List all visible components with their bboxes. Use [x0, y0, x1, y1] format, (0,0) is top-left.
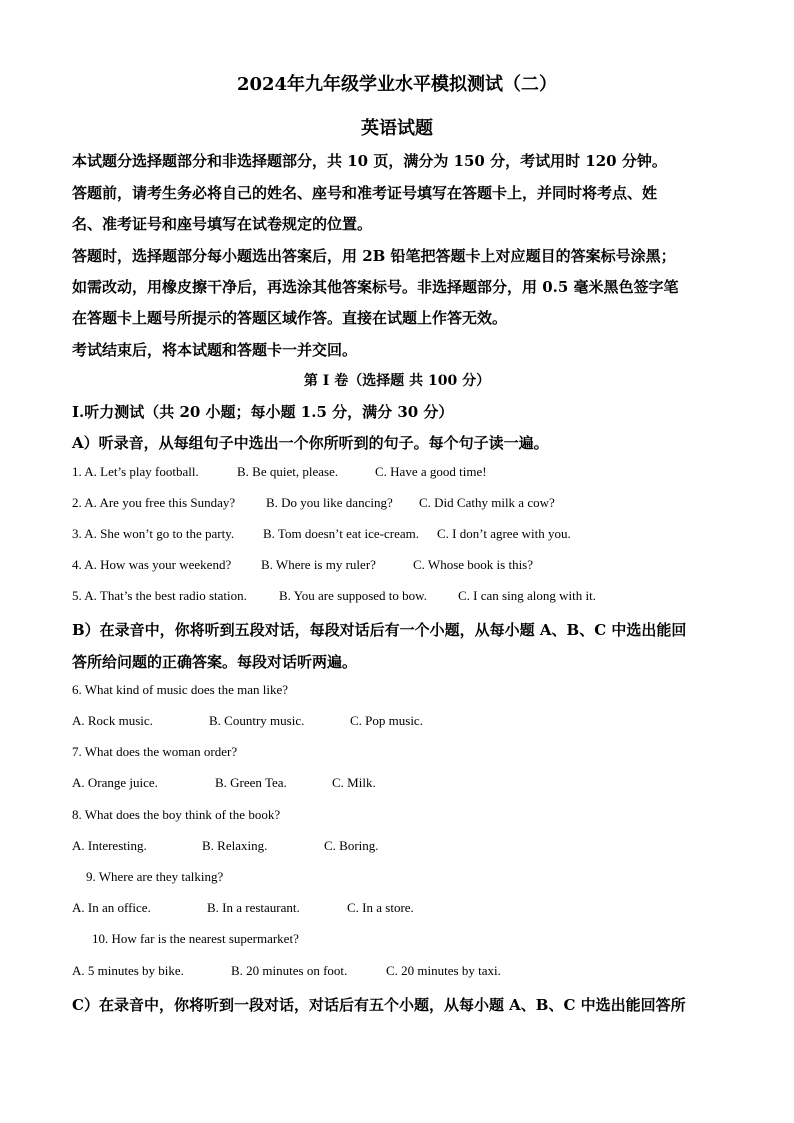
part-b-title-line-1: B）在录音中，你将听到五段对话，每段对话后有一个小题，从每小题 A、B、C 中选出能回 [72, 621, 687, 639]
list-item: C. I can sing along with it. [458, 588, 596, 603]
list-item: 4. A. How was your weekend? [72, 557, 232, 572]
list-item: 5. A. That’s the best radio station. [72, 588, 247, 603]
instruction-line-7: 考试结束后，将本试题和答题卡一并交回。 [72, 341, 358, 359]
instruction-line-3: 名、准考证号和座号填写在试卷规定的位置。 [72, 215, 373, 233]
exam-subtitle: 英语试题 [361, 118, 433, 139]
instruction-line-4: 答题时，选择题部分每小题选出答案后，用 2B 铅笔把答题卡上对应题目的答案标号涂黑； [72, 247, 676, 265]
answer-option: B. Green Tea. [215, 775, 287, 790]
list-item: C. Whose book is this? [413, 557, 534, 572]
list-item: B. Do you like dancing? [266, 495, 393, 510]
question-text: 9. Where are they talking? [86, 869, 224, 884]
list-item: B. Tom doesn’t eat ice-cream. [263, 526, 419, 541]
list-item: C. I don’t agree with you. [437, 526, 571, 541]
list-item: 2. A. Are you free this Sunday? [72, 495, 236, 510]
answer-option: A. Orange juice. [72, 775, 158, 790]
exam-title: 2024年九年级学业水平模拟测试（二） [236, 74, 558, 95]
answer-option: A. Interesting. [72, 838, 147, 853]
answer-option: A. Rock music. [72, 713, 153, 728]
question-text: 6. What kind of music does the man like? [72, 682, 289, 697]
answer-option: C. Milk. [332, 775, 376, 790]
instruction-line-2: 答题前，请考生务必将自己的姓名、座号和准考证号填写在答题卡上，并同时将考点、姓 [72, 184, 658, 202]
part-c-title-line-1: C）在录音中，你将听到一段对话，对话后有五个小题，从每小题 A、B、C 中选出能回答所 [72, 996, 686, 1014]
answer-option: A. 5 minutes by bike. [72, 963, 184, 978]
section-title: I.听力测试（共 20 小题；每小题 1.5 分，满分 30 分） [72, 403, 454, 421]
answer-option: C. In a store. [347, 900, 414, 915]
instruction-line-6: 在答题卡上题号所提示的答题区域作答。直接在试题上作答无效。 [72, 309, 508, 327]
answer-option: C. Boring. [324, 838, 379, 853]
answer-option: A. In an office. [72, 900, 151, 915]
list-item: B. Where is my ruler? [261, 557, 376, 572]
instruction-line-5: 如需改动，用橡皮擦干净后，再选涂其他答案标号。非选择题部分，用 0.5 毫米黑色签字笔 [72, 278, 679, 296]
answer-option: B. 20 minutes on foot. [231, 963, 348, 978]
answer-option: C. 20 minutes by taxi. [386, 963, 501, 978]
volume-title: 第 I 卷（选择题 共 100 分） [303, 373, 491, 389]
list-item: 1. A. Let’s play football. [72, 464, 199, 479]
list-item: 3. A. She won’t go to the party. [72, 526, 235, 541]
question-text: 10. How far is the nearest supermarket? [92, 931, 299, 946]
part-a-title: A）听录音，从每组句子中选出一个你所听到的句子。每个句子读一遍。 [72, 434, 549, 452]
list-item: B. You are supposed to bow. [279, 588, 427, 603]
instruction-line-1: 本试题分选择题部分和非选择题部分，共 10 页，满分为 150 分，考试用时 120 分钟。 [72, 152, 667, 170]
part-b-title-line-2: 答所给问题的正确答案。每段对话听两遍。 [72, 653, 358, 671]
list-item: C. Did Cathy milk a cow? [419, 495, 555, 510]
question-text: 7. What does the woman order? [72, 744, 238, 759]
answer-option: C. Pop music. [350, 713, 423, 728]
question-text: 8. What does the boy think of the book? [72, 807, 281, 822]
list-item: B. Be quiet, please. [237, 464, 339, 479]
answer-option: B. Country music. [209, 713, 305, 728]
list-item: C. Have a good time! [375, 464, 487, 479]
answer-option: B. Relaxing. [202, 838, 268, 853]
answer-option: B. In a restaurant. [207, 900, 300, 915]
